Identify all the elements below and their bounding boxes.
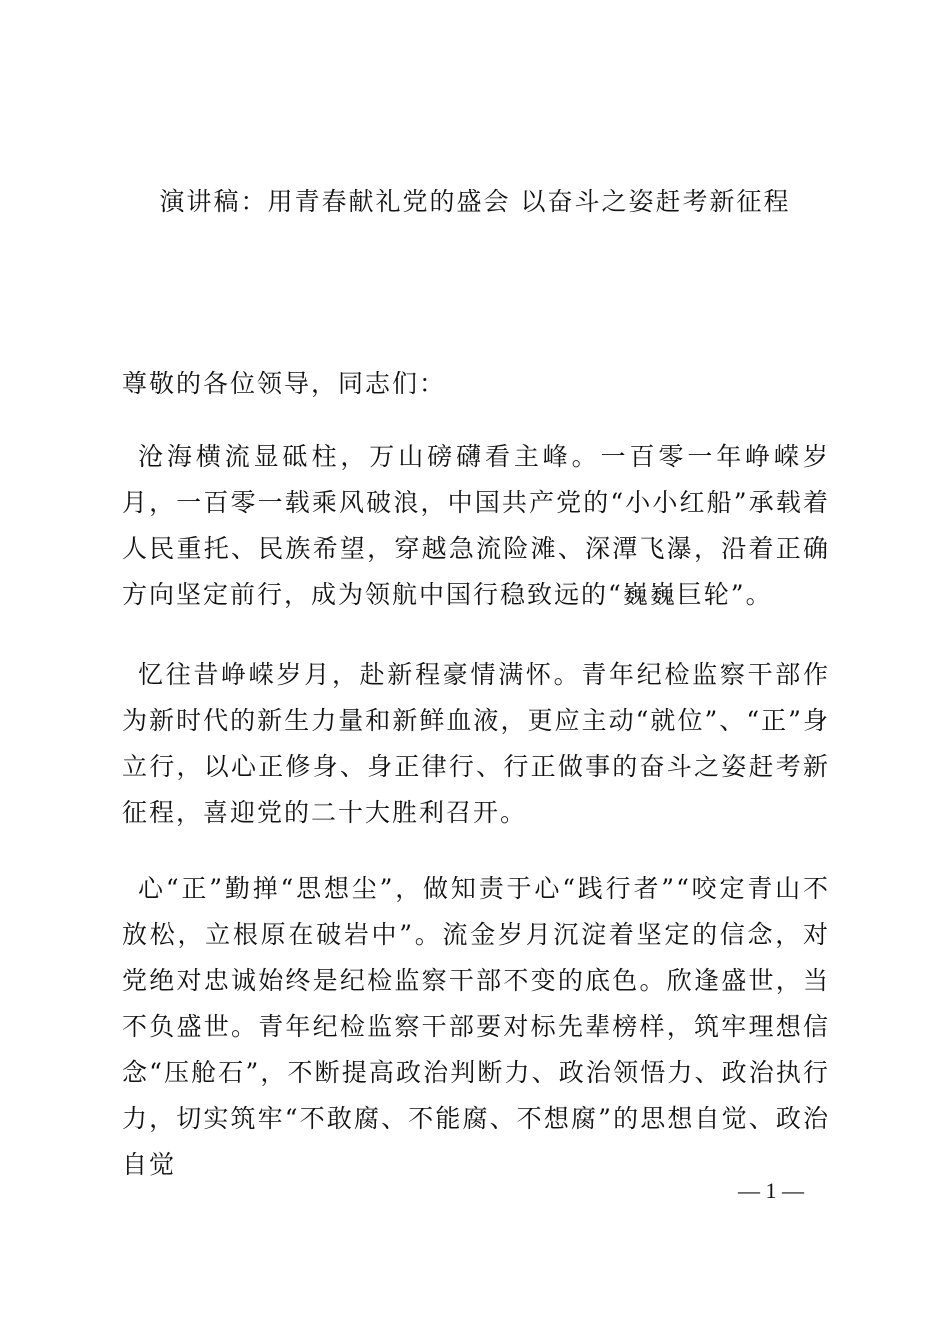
paragraph: 沧海横流显砥柱，万山磅礴看主峰。一百零一年峥嵘岁月，一百零一载乘风破浪，中国共产党的“小小红船”承载着人民重托、民族希望，穿越急流险滩、深潭飞瀑，沿着正确方向坚定前行，成为领航中国行稳致远的“巍巍巨轮”。 [122, 442, 830, 609]
greeting: 尊敬的各位领导，同志们： [122, 369, 447, 398]
paragraph: 忆往昔峥嵘岁月，赴新程豪情满怀。青年纪检监察干部作为新时代的新生力量和新鲜血液，更应主动“就位”、“正”身立行，以心正修身、身正律行、行正做事的奋斗之姿赶考新征程，喜迎党的二十大胜利召开。 [122, 660, 830, 827]
page-number: — 1 — [738, 1178, 804, 1203]
paragraph: 心“正”勤掸“思想尘”，做知责于心“践行者”“咬定青山不放松，立根原在破岩中”。流金岁月沉淀着坚定的信念，对党绝对忠诚始终是纪检监察干部不变的底色。欣逢盛世，当不负盛世。青年纪检监察干部要对标先辈榜样，筑牢理想信念“压舱石”，不断提高政治判断力、政治领悟力、政治执行力，切实筑牢“不敢腐、不能腐、不想腐”的思想自觉、政治自觉 [122, 874, 830, 1179]
document-title: 演讲稿：用青春献礼党的盛会 以奋斗之姿赶考新征程 [159, 187, 791, 216]
